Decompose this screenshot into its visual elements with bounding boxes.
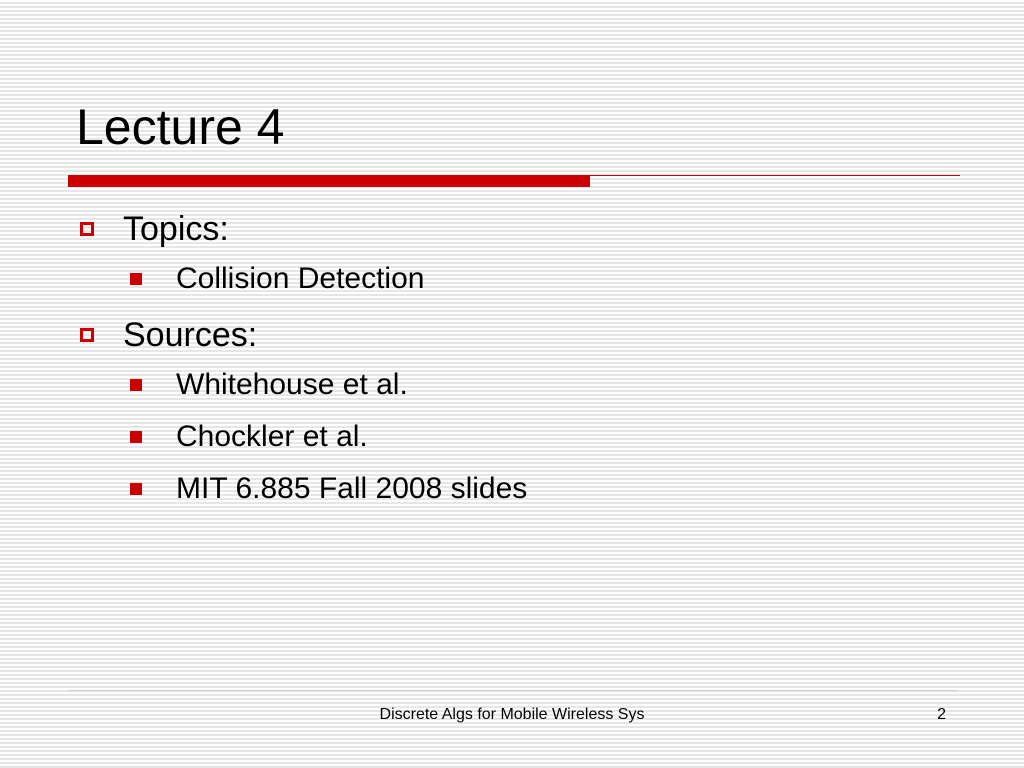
sub-bullet-item — [76, 359, 956, 411]
footer-divider — [68, 690, 958, 691]
sub-bullet-item — [76, 253, 956, 305]
filled-square-bullet-icon — [130, 483, 142, 495]
sub-bullet-text: Whitehouse et al. — [176, 368, 408, 401]
hollow-square-bullet-icon — [80, 328, 94, 342]
slide-content — [76, 205, 956, 515]
slide-title: Lecture 4 — [76, 99, 285, 155]
sources-sublist — [76, 359, 956, 515]
sub-bullet-item — [76, 411, 956, 463]
filled-square-bullet-icon — [130, 273, 142, 285]
sub-bullet-text: Collision Detection — [176, 262, 425, 295]
footer-text: Discrete Algs for Mobile Wireless Sys — [379, 706, 645, 723]
bullet-topics — [76, 205, 956, 253]
bullet-sources-text: Sources: — [123, 315, 258, 354]
title-underline-thin — [590, 175, 960, 176]
sub-bullet-item — [76, 463, 956, 515]
bullet-sources — [76, 311, 956, 359]
topics-sublist — [76, 253, 956, 305]
filled-square-bullet-icon — [130, 379, 142, 391]
filled-square-bullet-icon — [130, 431, 142, 443]
bullet-topics-text: Topics: — [123, 209, 229, 248]
hollow-square-bullet-icon — [80, 222, 94, 236]
sub-bullet-text: MIT 6.885 Fall 2008 slides — [176, 472, 528, 505]
sub-bullet-text: Chockler et al. — [176, 420, 368, 453]
page-number: 2 — [937, 706, 946, 723]
title-underline-thick — [68, 175, 590, 187]
